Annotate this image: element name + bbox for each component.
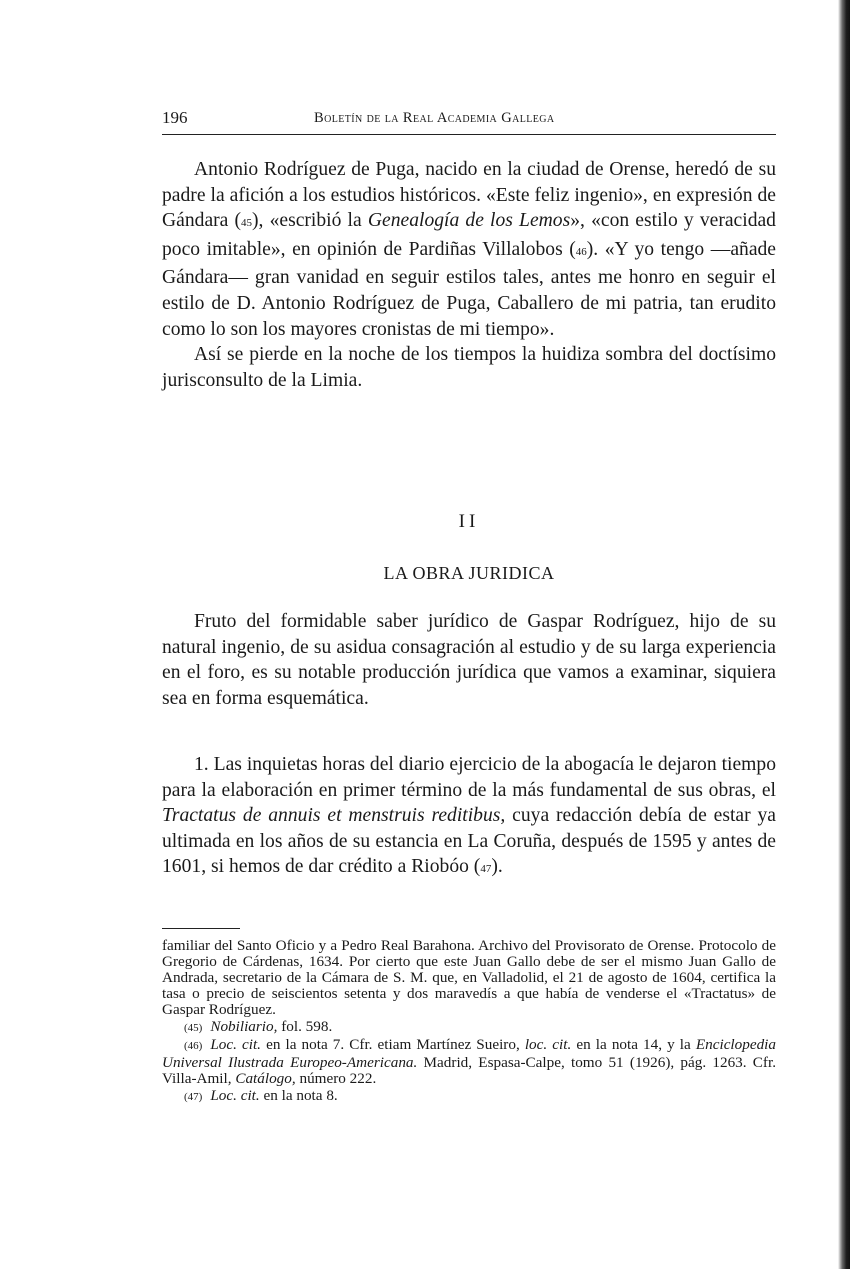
section-2-intro	[162, 609, 776, 711]
footnote-ref-46: 46	[575, 245, 587, 258]
paragraph-puga: Antonio Rodríguez de Puga, nacido en la ciudad de Orense, heredó de su padre la afición a los estudios históricos. «Este feliz ingenio», en expresión de Gándara (45), «escribió la Genealogía de los Lemos», «con estilo y veracidad poco imitable», en opinión de Pardiñas Villalobos (46). «Y yo tengo —añade Gándara— gran vanidad en seguir estilos tales, antes me honro en seguir el estilo de D. Antonio Rodríguez de Puga, Caballero de mi patria, tan erudito como lo son los mayores cronistas de mi tiempo».	[162, 159, 777, 340]
paragraph-tractatus: 1. Las inquietas horas del diario ejercicio de la abogacía le dejaron tiempo para la elaboración en primer término de la más fundamental de sus obras, el Tractatus de annuis et menstruis reditibus, cuya redacción debía de estar ya ultimada en los años de su estancia en La Coruña, después de 1595 y antes de 1601, si hemos de dar crédito a Riobóo (47).	[162, 754, 777, 878]
footnote-47: (47) Loc. cit. en la nota 8.	[184, 1087, 338, 1105]
page-edge-shadow	[838, 0, 850, 1269]
footnote-continuation: familiar del Santo Oficio y a Pedro Real Barahona. Archivo del Provisorato de Orense. Protocolo de Gregorio de Cárdenas, 1634. Por cierto que este Juan Gallo debe de ser el mismo Juan Gallo de Andrada, secretario de la Cámara de S. M. que, en Valladolid, el 21 de agosto de 1604, certifica la tasa o precio de seiscientos setenta y dos maravedís a que había de venderse el «Tractatus» de Gaspar Rodríguez.	[162, 937, 776, 1018]
footnote-45: (45) Nobiliario, fol. 598.	[184, 1017, 333, 1035]
running-head	[162, 104, 776, 135]
paragraph-limia: Así se pierde en la noche de los tiempos la huidiza sombra del doctísimo jurisconsulto de la Limia.	[162, 344, 776, 391]
journal-title: Boletín de la Real Academia Gallega	[314, 110, 555, 126]
section-number: II	[458, 511, 480, 532]
footnote-ref-45: 45	[241, 217, 253, 230]
page-number: 196	[162, 108, 188, 127]
footnote-ref-47: 47	[480, 863, 492, 876]
footnotes	[162, 938, 776, 1106]
section-2-point-1	[162, 752, 776, 883]
footnote-46: (46) Loc. cit. en la nota 7. Cfr. etiam Martínez Sueiro, loc. cit. en la nota 14, y la Enciclopedia Universal Ilustrada Europeo-Americana. Madrid, Espasa-Calpe, tomo 51 (1926), pág. 1263. Cfr. Villa-Amil, Catálogo, número 222.	[162, 1036, 776, 1088]
paragraph-fruto: Fruto del formidable saber jurídico de Gaspar Rodríguez, hijo de su natural ingenio, de su asidua consagración al estudio y de su larga experiencia en el foro, es su notable producción jurídica que vamos a examinar, siquiera sea en forma esquemática.	[162, 611, 776, 709]
footnote-divider	[162, 928, 240, 929]
section-title: LA OBRA JURIDICA	[383, 563, 555, 583]
section-1-body	[162, 157, 776, 393]
